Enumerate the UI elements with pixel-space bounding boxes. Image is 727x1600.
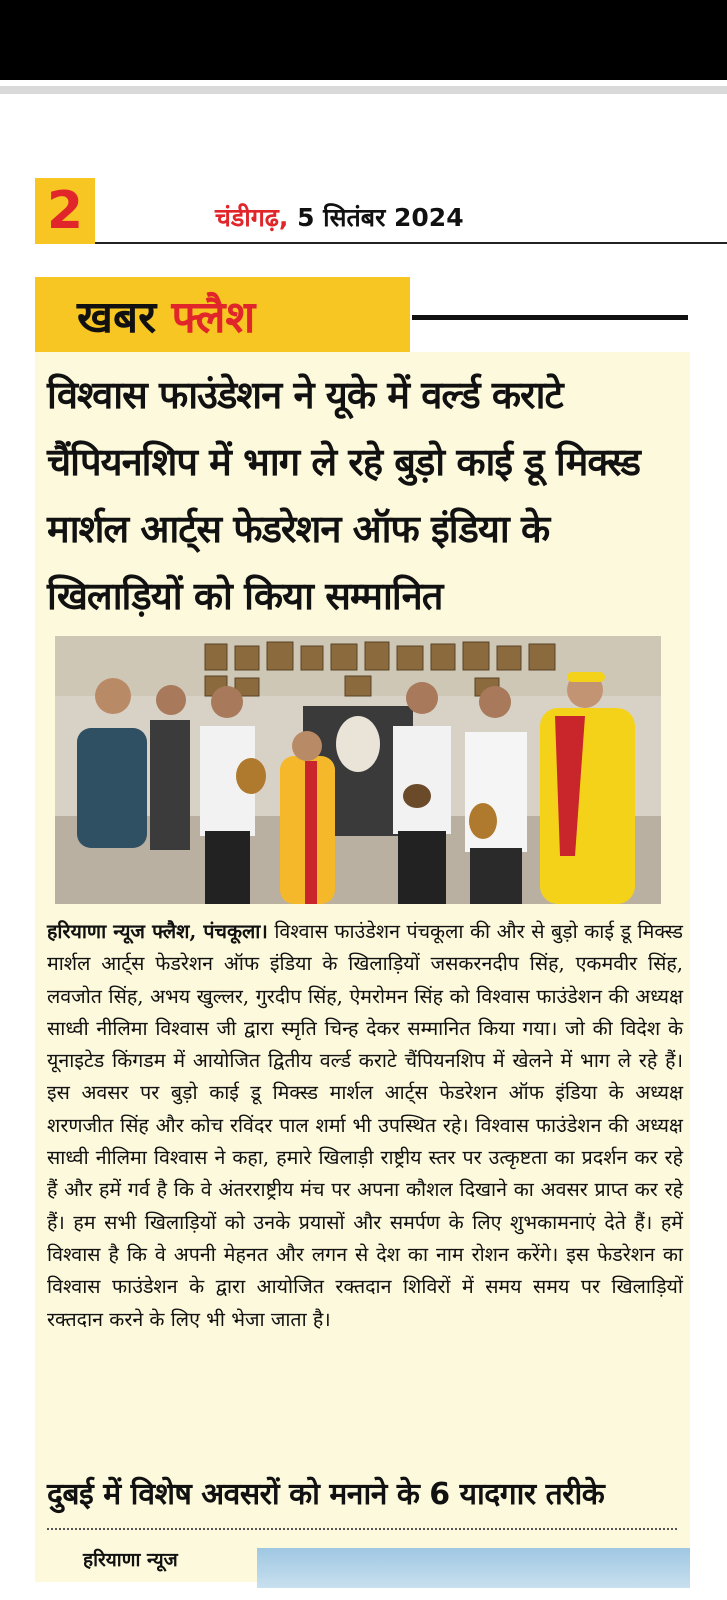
article-photo: [55, 636, 661, 904]
article-body-text: विश्वास फाउंडेशन पंचकूला की और से बुड़ो काई डू मिक्स्ड मार्शल आर्ट्स फेडरेशन ऑफ इंडिया के खिलाड़ियों जसकरनदीप सिंह, एकमवीर सिंह, लवजोत सिंह, अभय खुल्लर, गुरदीप सिंह, ऐमरोमन सिंह को विश्वास फाउंडेशन की अध्यक्ष साध्वी नीलिमा विश्वास जी द्वारा स्मृति चिन्ह देकर सम्मानित किया गया। जो की विदेश के यूनाइटेड किंगडम में आयोजित द्वितीय वर्ल्ड कराटे चैंपियनशिप में खेलने में भाग ले रहे हैं। इस अवसर पर बुड़ो काई डू मिक्स्ड मार्शल आर्ट्स फेडरेशन ऑफ इंडिया के अध्यक्ष शरणजीत सिंह और कोच रविंदर पाल शर्मा भी उपस्थित रहे। विश्वास फाउंडेशन की अध्यक्ष साध्वी नीलिमा विश्वास ने कहा, हमारे खिलाड़ी राष्ट्रीय स्तर पर उत्कृष्टता का प्रदर्शन कर रहे हैं और हमें गर्व है कि वे अंतरराष्ट्रीय मंच पर अपना कौशल दिखाने का अवसर प्राप्त कर रहे हैं। हम सभी खिलाड़ियों को उनके प्रयासों और समर्पण के लिए शुभकामनाएं देते हैं। हमें विश्वास है कि वे अपनी मेहनत और लगन से देश का नाम रोशन करेंगे। इस फेडरेशन का विश्वास फाउंडेशन के द्वारा आयोजित रक्तदान शिविरों में समय समय पर खिलाड़ियों रक्तदान करने के लिए भी भेजा जाता है।: [47, 920, 683, 1331]
next-article-photo: [257, 1548, 690, 1588]
section-word-1: खबर: [77, 292, 157, 343]
status-bar: [0, 0, 727, 80]
article-dateline: हरियाणा न्यूज फ्लैश, पंचकूला।: [47, 920, 268, 943]
page-dateline: [215, 200, 464, 234]
header-rule: [95, 242, 727, 244]
next-article-headline: दुबई में विशेष अवसरों को मनाने के 6 यादगार तरीके: [47, 1477, 605, 1512]
article-headline: विश्वास फाउंडेशन ने यूके में वर्ल्ड कराटे चैंपियनशिप में भाग ले रहे बुड़ो काई डू मिक्स्ड मार्शल आर्ट्स फेडरेशन ऑफ इंडिया के खिलाड़ियों को किया सम्मानित: [47, 373, 640, 618]
date-label: 5 सितंबर 2024: [288, 203, 464, 232]
next-article-dateline: हरियाणा न्यूज: [83, 1549, 178, 1571]
section-word-2: फ्लैश: [171, 292, 256, 343]
toolbar-divider: [0, 86, 727, 94]
section-banner: [35, 277, 410, 352]
dotted-divider: [47, 1528, 677, 1530]
city-label: चंडीगढ़,: [215, 203, 289, 232]
section-rule: [412, 315, 688, 320]
article-body: [47, 916, 683, 1336]
news-article: [35, 352, 690, 1582]
page-number: 2: [35, 178, 95, 244]
